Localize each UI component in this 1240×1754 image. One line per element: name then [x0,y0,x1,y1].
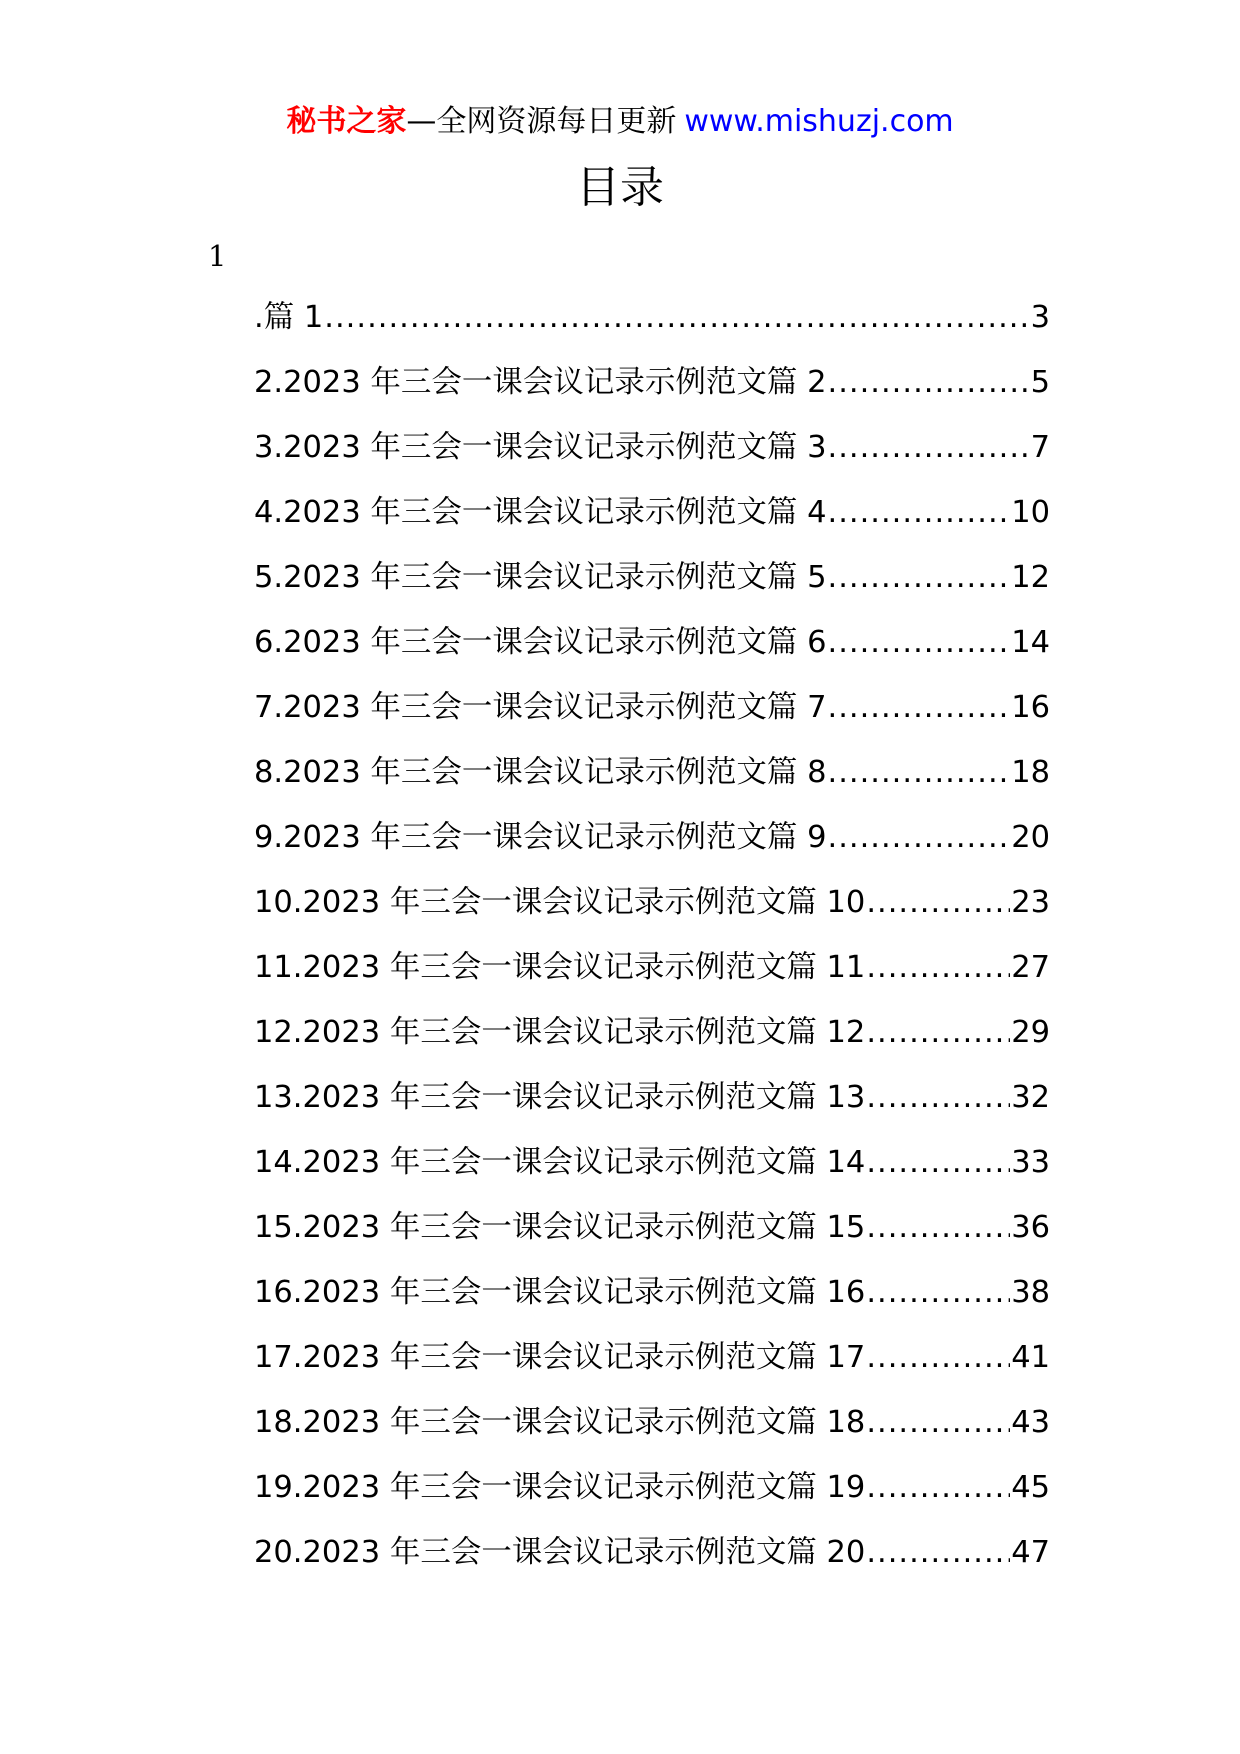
toc-page-number: 45 [1011,1470,1050,1505]
toc-dot-leader [866,1074,1010,1122]
toc-entry-title: 3.2023 年三会一课会议记录示例范文篇 3 [254,430,827,465]
page-title: 目录 [576,162,664,213]
toc-page-number: 23 [1011,885,1050,920]
toc-page-number: 47 [1011,1535,1050,1570]
toc-page-number: 3 [1030,300,1050,335]
toc-entry-title: 15.2023 年三会一课会议记录示例范文篇 15 [254,1210,866,1245]
table-of-contents [254,294,1050,1594]
toc-entry[interactable] [254,1204,1050,1269]
toc-entry[interactable] [254,749,1050,814]
toc-dot-leader [324,294,1029,342]
toc-dot-leader [866,879,1010,927]
toc-entry[interactable] [254,1334,1050,1399]
toc-dot-leader [866,1204,1010,1252]
toc-dot-leader [828,554,1011,602]
toc-page-number: 12 [1011,560,1050,595]
toc-entry-title: 8.2023 年三会一课会议记录示例范文篇 8 [254,755,827,790]
toc-entry-title: 16.2023 年三会一课会议记录示例范文篇 16 [254,1275,866,1310]
toc-dot-leader [828,359,1030,407]
toc-dot-leader [828,814,1011,862]
toc-dot-leader [866,944,1010,992]
toc-entry[interactable] [254,1529,1050,1594]
toc-dot-leader [828,684,1011,732]
brand-name: 秘书之家 [286,104,407,139]
toc-entry-title: 19.2023 年三会一课会议记录示例范文篇 19 [254,1470,866,1505]
toc-entry[interactable] [254,944,1050,1009]
toc-dot-leader [828,489,1011,537]
toc-entry-title: 10.2023 年三会一课会议记录示例范文篇 10 [254,885,866,920]
toc-entry-title: 5.2023 年三会一课会议记录示例范文篇 5 [254,560,827,595]
toc-page-number: 10 [1011,495,1050,530]
toc-entry[interactable] [254,814,1050,879]
toc-entry-title: 6.2023 年三会一课会议记录示例范文篇 6 [254,625,827,660]
toc-entry-title: 17.2023 年三会一课会议记录示例范文篇 17 [254,1340,866,1375]
toc-entry-title: 11.2023 年三会一课会议记录示例范文篇 11 [254,950,866,985]
toc-entry[interactable] [254,424,1050,489]
toc-entry-title: 9.2023 年三会一课会议记录示例范文篇 9 [254,820,827,855]
toc-entry[interactable] [254,1009,1050,1074]
toc-page-number: 32 [1011,1080,1050,1115]
toc-dot-leader [866,1529,1010,1577]
toc-dot-leader [828,619,1011,667]
toc-page-number: 43 [1011,1405,1050,1440]
toc-entry[interactable] [254,1139,1050,1204]
toc-entry[interactable] [254,1269,1050,1334]
toc-entry[interactable] [254,684,1050,749]
toc-entry[interactable] [254,294,1050,359]
toc-entry-title: 13.2023 年三会一课会议记录示例范文篇 13 [254,1080,866,1115]
toc-page-number: 18 [1011,755,1050,790]
toc-entry[interactable] [254,554,1050,619]
toc-dot-leader [866,1334,1010,1382]
toc-dot-leader [828,749,1011,797]
toc-dot-leader [866,1399,1010,1447]
toc-entry[interactable] [254,1399,1050,1464]
toc-entry-title: 14.2023 年三会一课会议记录示例范文篇 14 [254,1145,866,1180]
toc-entry[interactable] [254,1464,1050,1529]
toc-dot-leader [866,1139,1010,1187]
toc-page-number: 7 [1030,430,1050,465]
stray-number-mark: 1 [208,239,227,273]
toc-dot-leader [866,1464,1010,1512]
toc-page-number: 5 [1030,365,1050,400]
toc-page-number: 33 [1011,1145,1050,1180]
toc-page-number: 36 [1011,1210,1050,1245]
toc-entry-title: 4.2023 年三会一课会议记录示例范文篇 4 [254,495,827,530]
toc-page-number: 41 [1011,1340,1050,1375]
toc-page-number: 27 [1011,950,1050,985]
toc-entry-title: 12.2023 年三会一课会议记录示例范文篇 12 [254,1015,866,1050]
toc-entry-title: .篇 1 [254,300,324,335]
header-slogan: —全网资源每日更新 [406,104,677,139]
toc-entry[interactable] [254,489,1050,554]
site-header [0,100,1240,144]
toc-page-number: 14 [1011,625,1050,660]
toc-entry[interactable] [254,879,1050,944]
toc-entry-title: 2.2023 年三会一课会议记录示例范文篇 2 [254,365,827,400]
toc-dot-leader [866,1269,1010,1317]
site-url-link[interactable]: www.mishuzj.com [684,104,954,139]
toc-dot-leader [866,1009,1010,1057]
toc-entry-title: 18.2023 年三会一课会议记录示例范文篇 18 [254,1405,866,1440]
toc-entry-title: 20.2023 年三会一课会议记录示例范文篇 20 [254,1535,866,1570]
toc-page-number: 20 [1011,820,1050,855]
toc-page-number: 38 [1011,1275,1050,1310]
toc-page-number: 29 [1011,1015,1050,1050]
toc-entry[interactable] [254,619,1050,684]
toc-entry[interactable] [254,1074,1050,1139]
toc-dot-leader [828,424,1030,472]
toc-page-number: 16 [1011,690,1050,725]
toc-entry-title: 7.2023 年三会一课会议记录示例范文篇 7 [254,690,827,725]
toc-entry[interactable] [254,359,1050,424]
